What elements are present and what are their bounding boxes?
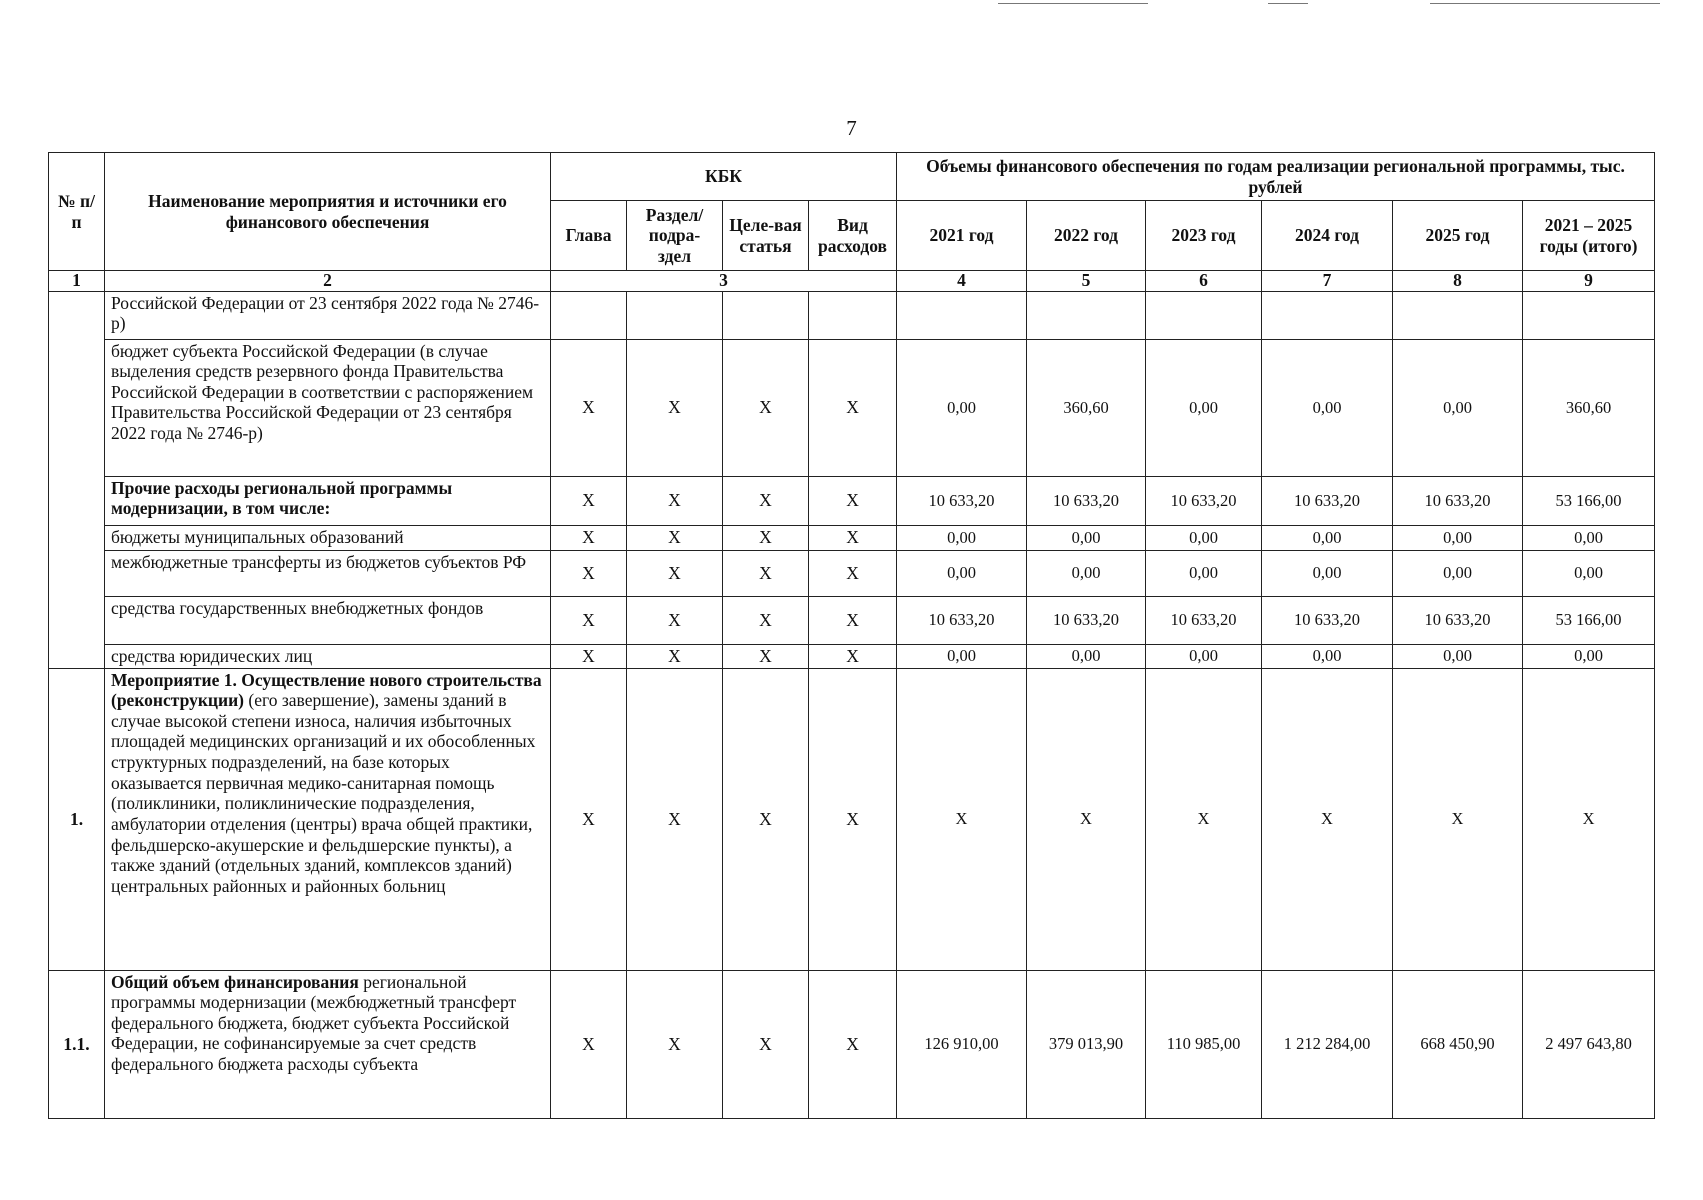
value-cell: 10 633,20 [1146, 596, 1262, 644]
table-row [49, 291, 1655, 339]
value-cell: 10 633,20 [1393, 596, 1523, 644]
value-cell: 0,00 [1027, 550, 1146, 596]
value-cell: 0,00 [1027, 644, 1146, 668]
value-cell: 0,00 [897, 644, 1027, 668]
kbk-cell [723, 291, 809, 339]
value-cell: 10 633,20 [1393, 476, 1523, 525]
kbk-cell: X [809, 550, 897, 596]
kbk-cell: X [809, 596, 897, 644]
kbk-cell: X [627, 596, 723, 644]
kbk-cell: X [627, 644, 723, 668]
kbk-cell: X [723, 339, 809, 476]
kbk-cell: X [551, 525, 627, 550]
row-name-text: средства юридических лиц [111, 645, 313, 666]
kbk-cell: X [627, 525, 723, 550]
value-cell: 0,00 [1262, 644, 1393, 668]
value-cell [1393, 291, 1523, 339]
row-name-text: межбюджетные трансферты из бюджетов субъектов РФ [111, 551, 527, 572]
value-cell: 10 633,20 [1262, 476, 1393, 525]
value-cell: 53 166,00 [1523, 596, 1655, 644]
col-number: 1 [49, 271, 105, 292]
row-name-text: бюджеты муниципальных образований [111, 526, 404, 547]
value-cell: 10 633,20 [1262, 596, 1393, 644]
row-name [105, 596, 551, 644]
row-name-text: региональной программы модернизации (межбюджетный трансферт федерального бюджета, бюджет субъекта Российской Федерации, не софинансируемые за счет средств федерального бюджета расходы субъекта [111, 971, 517, 1075]
header-year-2021: 2021 год [897, 201, 1027, 271]
value-cell: 10 633,20 [1146, 476, 1262, 525]
value-cell: X [1146, 668, 1262, 970]
kbk-cell: X [551, 476, 627, 525]
kbk-cell: X [723, 668, 809, 970]
row-name [105, 668, 551, 970]
value-cell: 0,00 [1393, 525, 1523, 550]
table-row [49, 339, 1655, 476]
kbk-cell: X [627, 339, 723, 476]
row-name-bold: Мероприятие 1. Осуществление нового строительства (реконструкции) [111, 669, 542, 711]
header-year-2025: 2025 год [1393, 201, 1523, 271]
row-name [105, 476, 551, 525]
value-cell: 0,00 [897, 339, 1027, 476]
col-number: 2 [105, 271, 551, 292]
value-cell: 10 633,20 [1027, 476, 1146, 525]
scan-artifact-line [1430, 3, 1660, 4]
row-num: 1. [49, 668, 105, 970]
row-name [105, 291, 551, 339]
header-total: 2021 – 2025 годы (итого) [1523, 201, 1655, 271]
kbk-cell: X [809, 476, 897, 525]
col-number: 5 [1027, 271, 1146, 292]
value-cell: 126 910,00 [897, 970, 1027, 1118]
header-num: № п/п [49, 153, 105, 271]
financing-table [48, 152, 1655, 1119]
kbk-cell: X [723, 644, 809, 668]
kbk-cell: X [809, 339, 897, 476]
value-cell: X [1027, 668, 1146, 970]
value-cell: 0,00 [1146, 339, 1262, 476]
value-cell: 379 013,90 [1027, 970, 1146, 1118]
value-cell: 1 212 284,00 [1262, 970, 1393, 1118]
value-cell: 0,00 [1262, 550, 1393, 596]
kbk-cell: X [551, 339, 627, 476]
header-year-2024: 2024 год [1262, 201, 1393, 271]
header-kbk-vid: Вид расходов [809, 201, 897, 271]
scan-artifact-line [1268, 3, 1308, 4]
row-name-text: (его завершение), замены зданий в случае высокой степени износа, наличия избыточных площадей медицинских организаций и их обособленных структурных подразделений, на базе которых оказывается первичная медико-санитарная помощь (поликлиники, поликлинические подразделения, амбулатории отделения (центры) врача общей практики, фельдшерско-акушерские и фельдшерские пункты), а также зданий (отдельных зданий, комплексов зданий) центральных районных и районных больниц [111, 690, 536, 896]
header-kbk-statya: Целе-вая статья [723, 201, 809, 271]
kbk-cell [809, 291, 897, 339]
kbk-cell [551, 291, 627, 339]
value-cell: 10 633,20 [897, 476, 1027, 525]
kbk-cell: X [551, 668, 627, 970]
header-kbk: КБК [551, 153, 897, 201]
kbk-cell: X [723, 970, 809, 1118]
value-cell: 0,00 [1393, 644, 1523, 668]
value-cell: 0,00 [1146, 550, 1262, 596]
table-row [49, 668, 1655, 970]
row-name [105, 644, 551, 668]
kbk-cell: X [627, 476, 723, 525]
value-cell: X [897, 668, 1027, 970]
value-cell: 0,00 [1523, 644, 1655, 668]
table-row [49, 525, 1655, 550]
value-cell: X [1523, 668, 1655, 970]
row-name-bold: Прочие расходы региональной программы модернизации, в том числе: [111, 477, 453, 519]
kbk-cell: X [551, 970, 627, 1118]
page-number: 7 [846, 116, 857, 140]
table-row [49, 644, 1655, 668]
kbk-cell: X [809, 525, 897, 550]
value-cell: 0,00 [1262, 339, 1393, 476]
header-year-2022: 2022 год [1027, 201, 1146, 271]
row-name [105, 970, 551, 1118]
col-number: 9 [1523, 271, 1655, 292]
kbk-cell: X [551, 596, 627, 644]
value-cell: 10 633,20 [1027, 596, 1146, 644]
col-number: 4 [897, 271, 1027, 292]
kbk-cell: X [809, 644, 897, 668]
kbk-cell [627, 291, 723, 339]
value-cell [1146, 291, 1262, 339]
kbk-cell: X [723, 550, 809, 596]
row-name-text: средства государственных внебюджетных фондов [111, 597, 484, 618]
scan-artifact-line [998, 3, 1148, 4]
col-number: 6 [1146, 271, 1262, 292]
kbk-cell: X [627, 550, 723, 596]
table-row [49, 476, 1655, 525]
value-cell [1027, 291, 1146, 339]
table-row [49, 970, 1655, 1118]
value-cell: 668 450,90 [1393, 970, 1523, 1118]
kbk-cell: X [723, 596, 809, 644]
table-row [49, 550, 1655, 596]
value-cell: 0,00 [1146, 525, 1262, 550]
value-cell [1523, 291, 1655, 339]
column-numbering-row [49, 271, 1655, 292]
kbk-cell: X [627, 668, 723, 970]
value-cell: 2 497 643,80 [1523, 970, 1655, 1118]
value-cell: X [1262, 668, 1393, 970]
value-cell: 0,00 [897, 550, 1027, 596]
value-cell: 360,60 [1027, 339, 1146, 476]
value-cell: 360,60 [1523, 339, 1655, 476]
row-name [105, 339, 551, 476]
kbk-cell: X [627, 970, 723, 1118]
col-number: 7 [1262, 271, 1393, 292]
value-cell: 0,00 [1393, 339, 1523, 476]
header-volumes: Объемы финансового обеспечения по годам реализации региональной программы, тыс. рублей [897, 153, 1655, 201]
value-cell: 10 633,20 [897, 596, 1027, 644]
value-cell: 0,00 [1027, 525, 1146, 550]
value-cell: X [1393, 668, 1523, 970]
value-cell: 0,00 [1523, 525, 1655, 550]
row-name-bold: Общий объем финансирования [111, 971, 359, 992]
value-cell [1262, 291, 1393, 339]
value-cell: 0,00 [1393, 550, 1523, 596]
header-kbk-razdel: Раздел/ подра-здел [627, 201, 723, 271]
kbk-cell: X [809, 970, 897, 1118]
value-cell: 0,00 [1146, 644, 1262, 668]
kbk-cell: X [809, 668, 897, 970]
kbk-cell: X [723, 525, 809, 550]
kbk-cell: X [723, 476, 809, 525]
row-num [49, 291, 105, 668]
value-cell: 0,00 [897, 525, 1027, 550]
row-name-text: бюджет субъекта Российской Федерации (в случае выделения средств резервного фонда Правительства Российской Федерации в соответствии с распоряжением Правительства Российской Федерации от 23 сентября 2022 года № 2746-р) [111, 340, 534, 444]
value-cell: 0,00 [1523, 550, 1655, 596]
row-name [105, 525, 551, 550]
table-row [49, 596, 1655, 644]
row-num: 1.1. [49, 970, 105, 1118]
value-cell: 110 985,00 [1146, 970, 1262, 1118]
header-row-top [49, 153, 1655, 201]
kbk-cell: X [551, 550, 627, 596]
value-cell: 53 166,00 [1523, 476, 1655, 525]
col-number: 3 [551, 271, 897, 292]
col-number: 8 [1393, 271, 1523, 292]
value-cell: 0,00 [1262, 525, 1393, 550]
header-name: Наименование мероприятия и источники его финансового обеспечения [105, 153, 551, 271]
row-name-text: Российской Федерации от 23 сентября 2022 года № 2746-р) [111, 292, 540, 334]
kbk-cell: X [551, 644, 627, 668]
header-kbk-glava: Глава [551, 201, 627, 271]
value-cell [897, 291, 1027, 339]
header-year-2023: 2023 год [1146, 201, 1262, 271]
row-name [105, 550, 551, 596]
